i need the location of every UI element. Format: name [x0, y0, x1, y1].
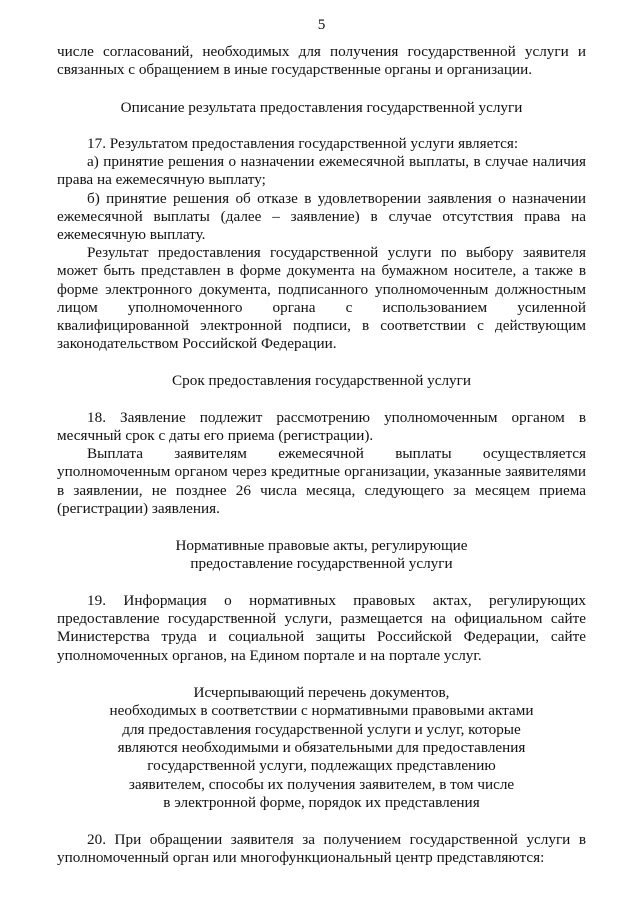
paragraph-20: 20. При обращении заявителя за получением государственной услуги в уполномоченный орган или многофункциональный центр представляются: — [57, 830, 586, 866]
section-heading-term — [57, 372, 586, 390]
heading-line: предоставление государственной услуги — [190, 555, 453, 573]
heading-line: для предоставления государственной услуги и услуг, которые — [122, 720, 521, 738]
paragraph-payment: Выплата заявителям ежемесячной выплаты осуществляется уполномоченным органом через кредитные организации, указанные заявителями в заявлении, не позднее 26 числа месяца, следующего за месяцем приема (регистрации) заявления. — [57, 445, 586, 517]
heading-line: Описание результата предоставления государственной услуги — [120, 98, 523, 116]
heading-line: являются необходимыми и обязательными для предоставления — [117, 738, 526, 756]
heading-line: необходимых в соответствии с нормативными правовыми актами — [109, 702, 534, 720]
heading-line: Исчерпывающий перечень документов, — [193, 683, 450, 701]
heading-line: в электронной форме, порядок их представления — [163, 794, 480, 812]
page-number: 5 — [317, 16, 326, 33]
document-page — [57, 16, 586, 867]
paragraph-17-a: а) принятие решения о назначении ежемесячной выплаты, в случае наличия права на ежемесячную выплату; — [57, 153, 586, 189]
heading-line: Нормативные правовые акты, регулирующие — [175, 537, 468, 555]
paragraph-17: 17. Результатом предоставления государственной услуги является: — [87, 135, 519, 153]
section-heading-legal-acts — [57, 537, 586, 574]
heading-line: Срок предоставления государственной услуги — [172, 372, 471, 390]
paragraph-result-form: Результат предоставления государственной услуги по выбору заявителя может быть представлен в форме документа на бумажном носителе, а также в форме электронного документа, подписанного уполномоченным должностным лицом уполномоченного органа с использованием усиленной квалифицированной электронной подписи, в соответствии с действующим законодательством Российской Федерации. — [57, 244, 586, 353]
heading-line: государственной услуги, подлежащих представлению — [147, 757, 496, 775]
paragraph-19: 19. Информация о нормативных правовых актах, регулирующих предоставление государственной услуги, размещается на официальном сайте Министерства труда и социальной защиты Российской Федерации, сайте уполномоченных органов, на Едином портале и на портале услуг. — [57, 591, 586, 664]
paragraph-17-b: б) принятие решения об отказе в удовлетворении заявления о назначении ежемесячной выплаты (далее – заявление) в случае отсутствия права на ежемесячную выплату. — [57, 189, 586, 244]
section-heading-documents-list — [57, 684, 586, 813]
heading-line: заявителем, способы их получения заявителем, в том числе — [128, 775, 515, 793]
paragraph-continuation: числе согласований, необходимых для получения государственной услуги и связанных с обращением в иные государственные органы и организации. — [57, 43, 586, 79]
section-heading-result — [57, 99, 586, 117]
paragraph-18: 18. Заявление подлежит рассмотрению уполномоченным органом в месячный срок с даты его приема (регистрации). — [57, 408, 586, 445]
